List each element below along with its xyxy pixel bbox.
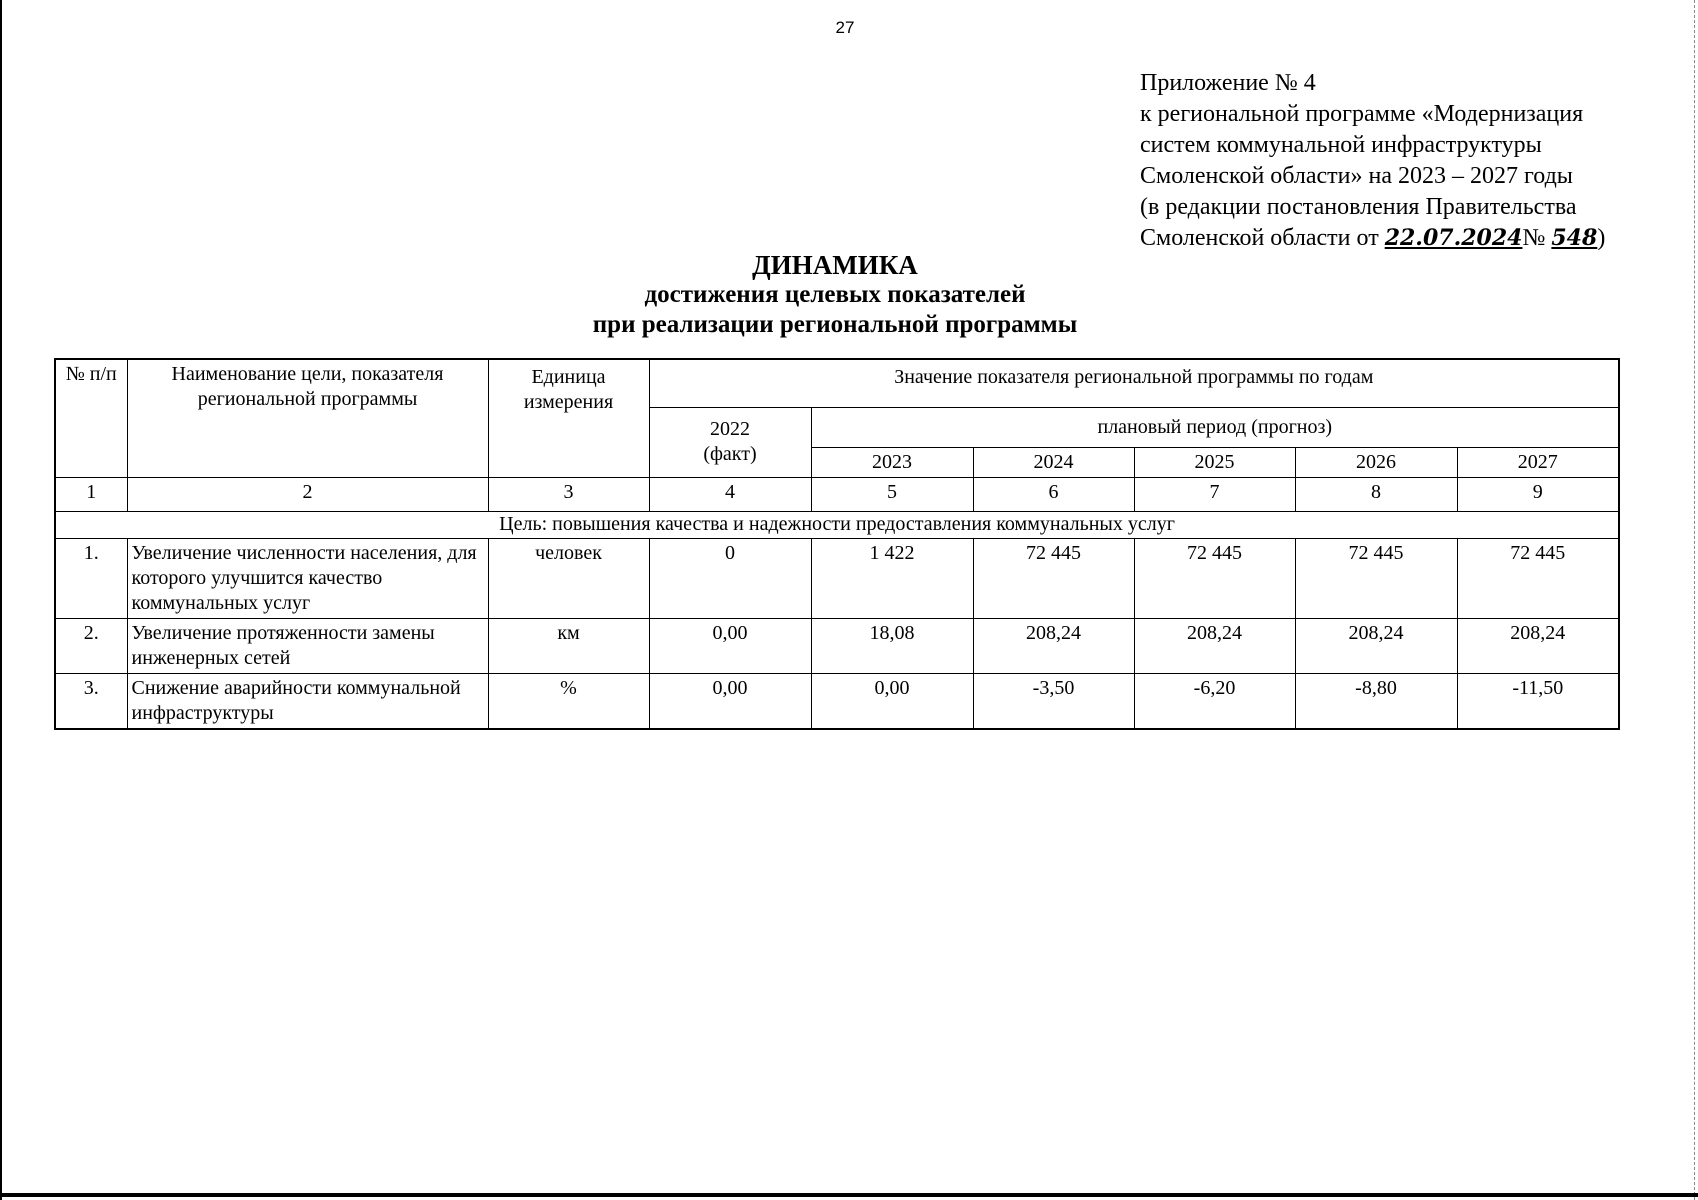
header-fact-year — [649, 407, 811, 477]
row-value: -11,50 — [1457, 673, 1619, 729]
row-num: 3. — [55, 673, 127, 729]
row-value: 0,00 — [649, 618, 811, 673]
page-left-edge — [0, 0, 2, 1200]
title-line-2: достижения целевых показателей — [644, 281, 1026, 308]
column-number: 4 — [649, 477, 811, 511]
row-value: 208,24 — [1134, 618, 1295, 673]
header-row-1 — [55, 359, 1619, 407]
row-value: -8,80 — [1295, 673, 1457, 729]
header-year-2024: 2024 — [973, 447, 1134, 477]
row-unit: км — [488, 618, 649, 673]
page-right-edge — [1694, 0, 1696, 1200]
handwritten-date: 22.07.2024 — [1384, 225, 1523, 251]
header-num: № п/п — [55, 359, 127, 477]
row-value: 0,00 — [649, 673, 811, 729]
header-name: Наименование цели, показателя региональной программы — [127, 359, 488, 477]
fact-label: (факт) — [703, 443, 757, 465]
row-value: -6,20 — [1134, 673, 1295, 729]
row-name: Увеличение численности населения, для которого улучшится качество коммунальных услуг — [127, 538, 488, 618]
row-value: 72 445 — [973, 538, 1134, 618]
column-number: 9 — [1457, 477, 1619, 511]
row-value: 208,24 — [1295, 618, 1457, 673]
row-value: 208,24 — [973, 618, 1134, 673]
column-number: 6 — [973, 477, 1134, 511]
row-num: 1. — [55, 538, 127, 618]
document-title — [460, 250, 1210, 340]
appendix-block — [1140, 68, 1680, 254]
header-unit: Единица измерения — [488, 359, 649, 477]
appendix-line-6-prefix: Смоленской области от — [1140, 225, 1379, 251]
row-name: Увеличение протяженности замены инженерных сетей — [127, 618, 488, 673]
fact-year: 2022 — [710, 418, 750, 440]
table-row — [55, 673, 1619, 729]
appendix-line-4: Смоленской области» на 2023 – 2027 годы — [1140, 163, 1573, 189]
column-number: 8 — [1295, 477, 1457, 511]
header-plan-period: плановый период (прогноз) — [811, 407, 1619, 447]
column-number-row — [55, 477, 1619, 511]
row-value: 0,00 — [811, 673, 973, 729]
row-unit: % — [488, 673, 649, 729]
number-sign: № — [1522, 225, 1546, 251]
title-line-1: ДИНАМИКА — [752, 250, 918, 280]
column-number: 3 — [488, 477, 649, 511]
header-year-2026: 2026 — [1295, 447, 1457, 477]
appendix-line-3: систем коммунальной инфраструктуры — [1140, 132, 1542, 158]
close-paren: ) — [1597, 225, 1606, 251]
column-number: 7 — [1134, 477, 1295, 511]
row-value: -3,50 — [973, 673, 1134, 729]
header-year-2023: 2023 — [811, 447, 973, 477]
goal-row — [55, 511, 1619, 538]
page-number: 27 — [835, 18, 855, 37]
row-value: 18,08 — [811, 618, 973, 673]
indicators-table — [54, 358, 1620, 730]
row-value: 72 445 — [1457, 538, 1619, 618]
column-number: 1 — [55, 477, 127, 511]
appendix-line-1: Приложение № 4 — [1140, 70, 1316, 96]
column-number: 2 — [127, 477, 488, 511]
column-number: 5 — [811, 477, 973, 511]
header-year-2027: 2027 — [1457, 447, 1619, 477]
goal-text: Цель: повышения качества и надежности предоставления коммунальных услуг — [55, 511, 1619, 538]
row-num: 2. — [55, 618, 127, 673]
row-value: 72 445 — [1295, 538, 1457, 618]
row-value: 208,24 — [1457, 618, 1619, 673]
header-values-by-year: Значение показателя региональной программы по годам — [649, 359, 1619, 407]
row-value: 1 422 — [811, 538, 973, 618]
table-row — [55, 538, 1619, 618]
row-unit: человек — [488, 538, 649, 618]
appendix-line-5: (в редакции постановления Правительства — [1140, 194, 1577, 220]
title-line-3: при реализации региональной программы — [592, 311, 1078, 338]
appendix-line-2: к региональной программе «Модернизация — [1140, 101, 1584, 127]
handwritten-number: 548 — [1551, 225, 1598, 251]
header-year-2025: 2025 — [1134, 447, 1295, 477]
table-row — [55, 618, 1619, 673]
appendix-line-6 — [1140, 223, 1680, 254]
row-value: 0 — [649, 538, 811, 618]
page-bottom-rule — [0, 1193, 1698, 1197]
row-name: Снижение аварийности коммунальной инфраструктуры — [127, 673, 488, 729]
row-value: 72 445 — [1134, 538, 1295, 618]
